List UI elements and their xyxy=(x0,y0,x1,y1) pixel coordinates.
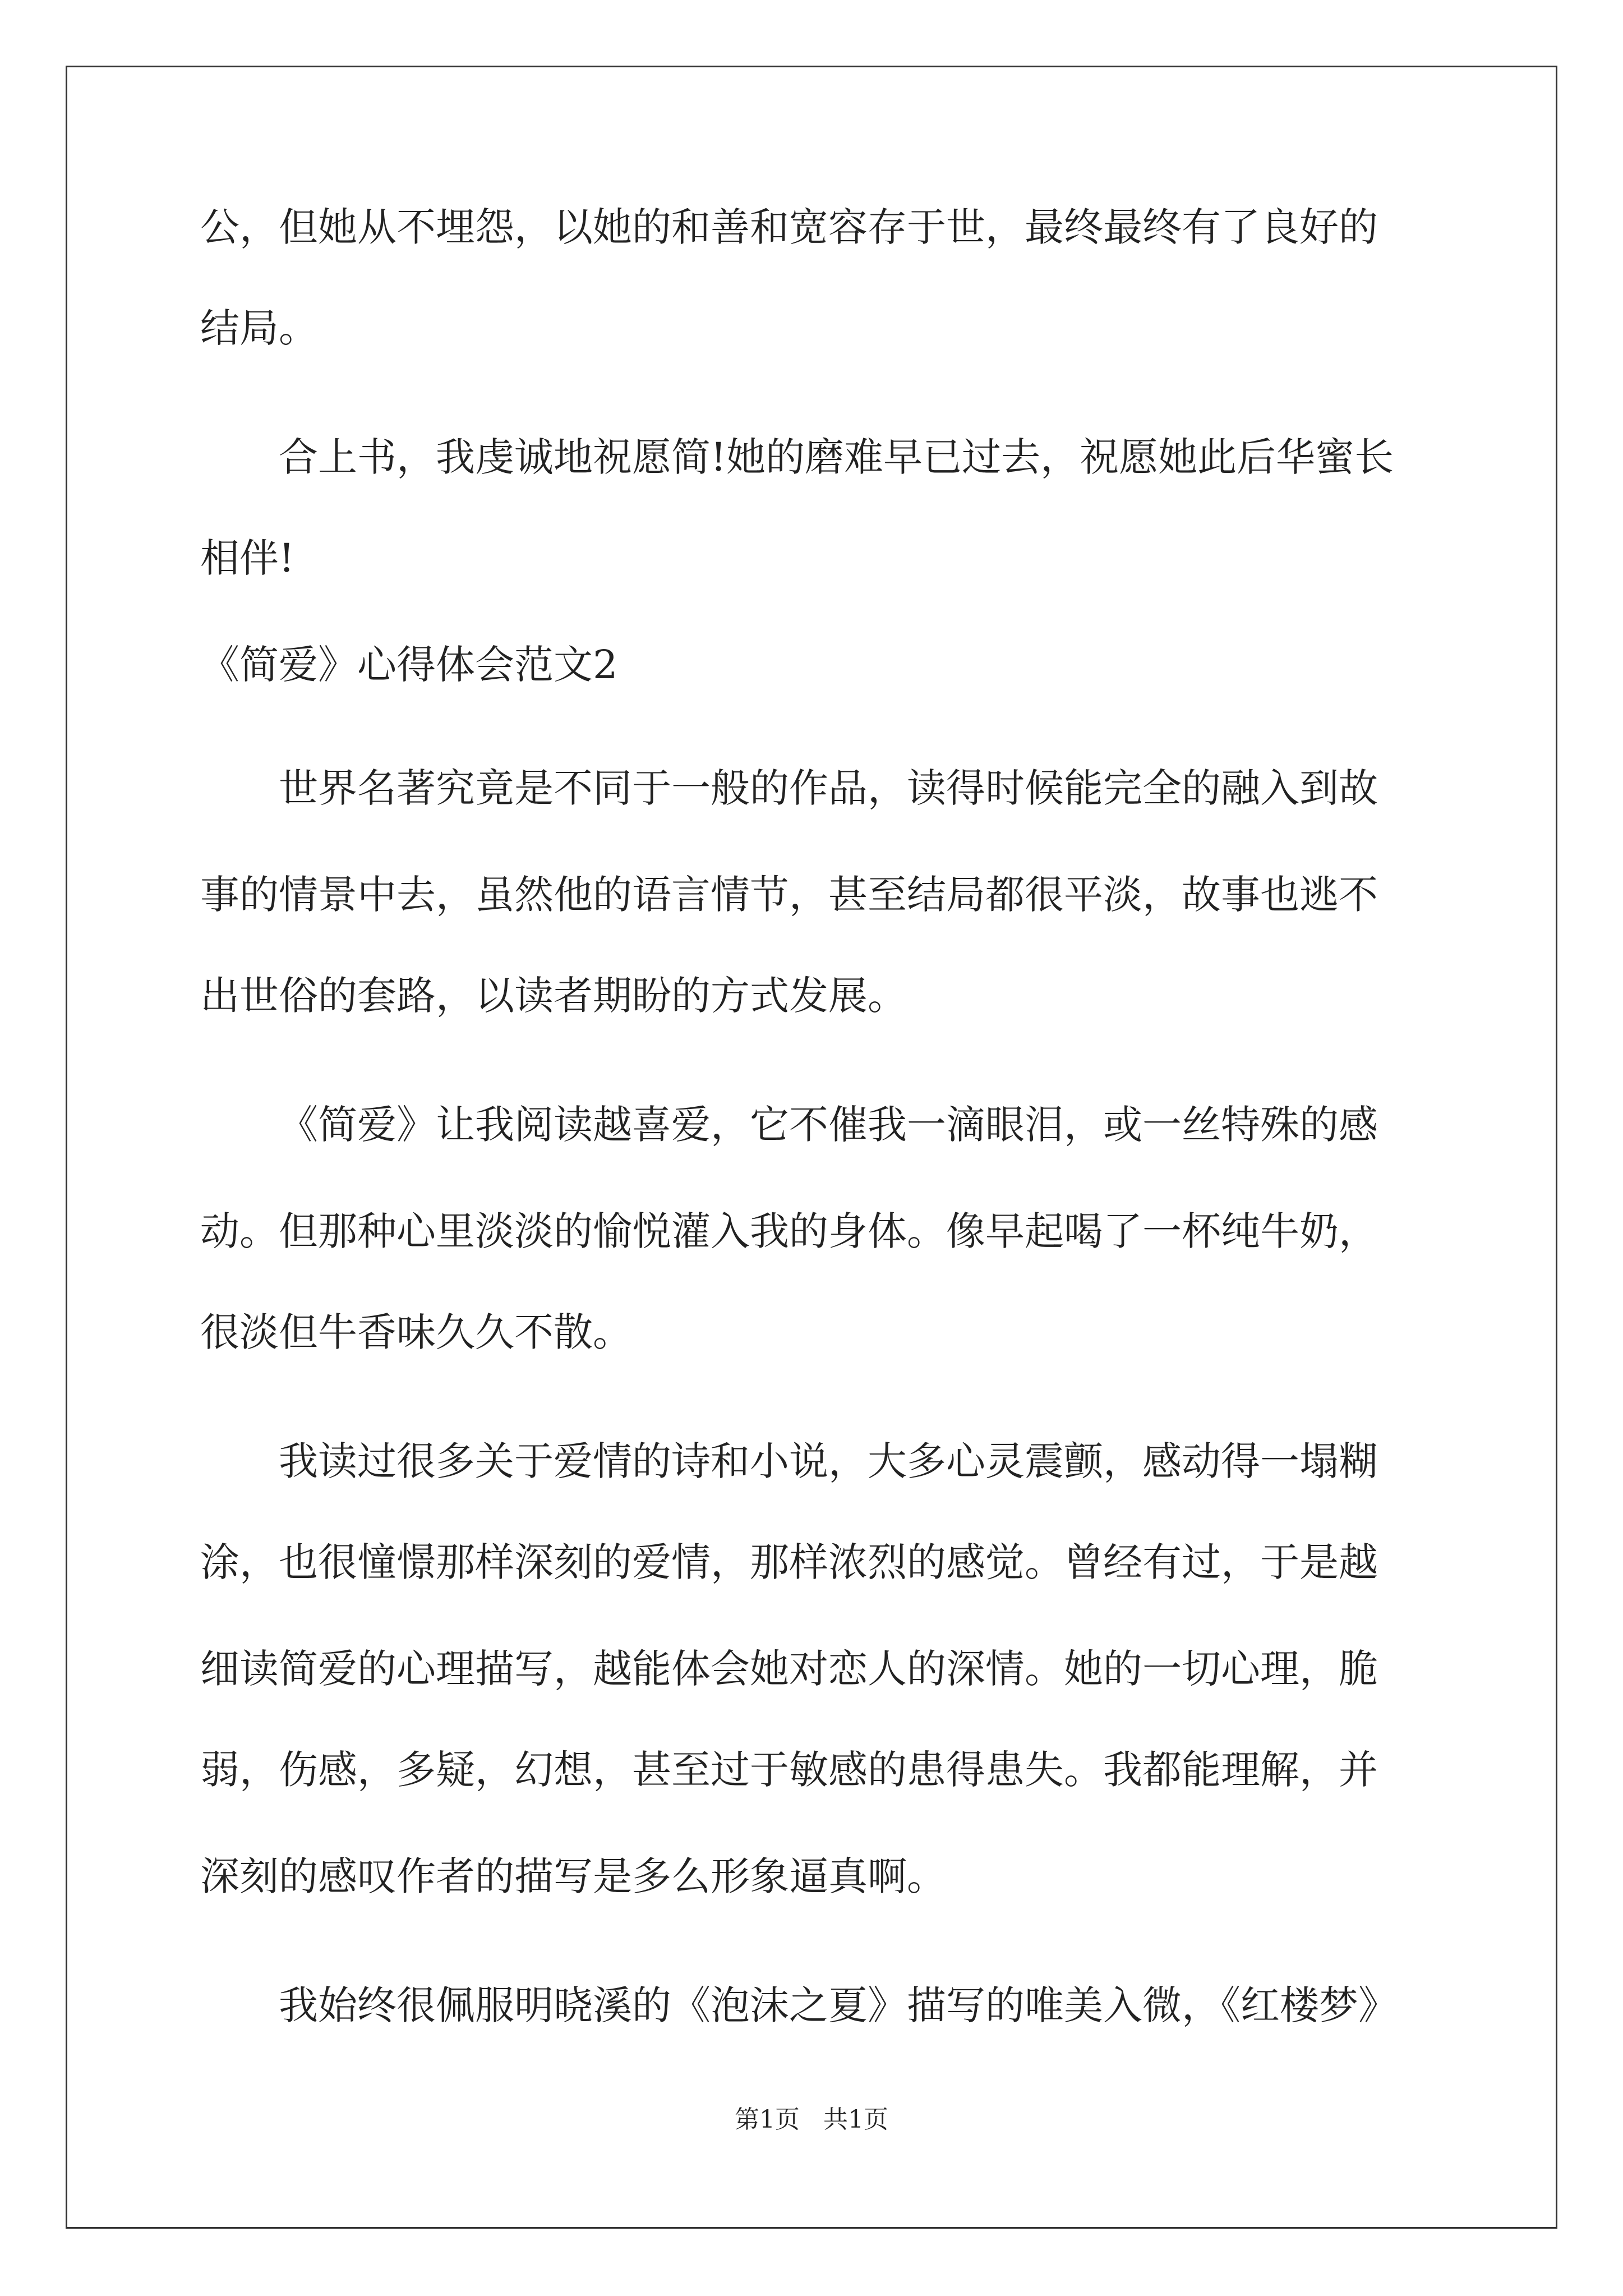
paragraph-line: 结局。 xyxy=(200,305,318,351)
paragraph-line: 出世俗的套路，以读者期盼的方式发展。 xyxy=(200,973,907,1019)
paragraph-line: 弱，伤感，多疑，幻想，甚至过于敏感的患得患失。我都能理解，并 xyxy=(200,1747,1378,1793)
paragraph-line: 合上书，我虔诚地祝愿简!她的磨难早已过去，祝愿她此后华蜜长 xyxy=(279,434,1394,480)
paragraph-line: 我读过很多关于爱情的诗和小说，大多心灵震颤，感动得一塌糊 xyxy=(279,1438,1378,1484)
paragraph-line: 公，但她从不埋怨，以她的和善和宽容存于世，最终最终有了良好的 xyxy=(200,204,1378,250)
paragraph-line: 相伴! xyxy=(200,535,295,581)
paragraph-line: 很淡但牛香味久久不散。 xyxy=(200,1309,632,1355)
paragraph-line: 《简爱》让我阅读越喜爱，它不催我一滴眼泪，或一丝特殊的感 xyxy=(279,1102,1378,1148)
paragraph-line: 事的情景中去，虽然他的语言情节，甚至结局都很平淡，故事也逃不 xyxy=(200,872,1378,918)
paragraph-line: 动。但那种心里淡淡的愉悦灌入我的身体。像早起喝了一杯纯牛奶， xyxy=(200,1208,1378,1254)
paragraph-line: 深刻的感叹作者的描写是多么形象逼真啊。 xyxy=(200,1853,946,1899)
paragraph-line: 世界名著究竟是不同于一般的作品，读得时候能完全的融入到故 xyxy=(279,765,1378,811)
paragraph-line: 我始终很佩服明晓溪的《泡沫之夏》描写的唯美入微，《红楼梦》 xyxy=(279,1982,1398,2028)
section-heading: 《简爱》心得体会范文2 xyxy=(200,642,618,688)
paragraph-line: 细读简爱的心理描写，越能体会她对恋人的深情。她的一切心理，脆 xyxy=(200,1646,1378,1692)
page-number: 第1页 共1页 xyxy=(735,2105,888,2134)
paragraph-line: 涂，也很憧憬那样深刻的爱情，那样浓烈的感觉。曾经有过，于是越 xyxy=(200,1539,1378,1585)
